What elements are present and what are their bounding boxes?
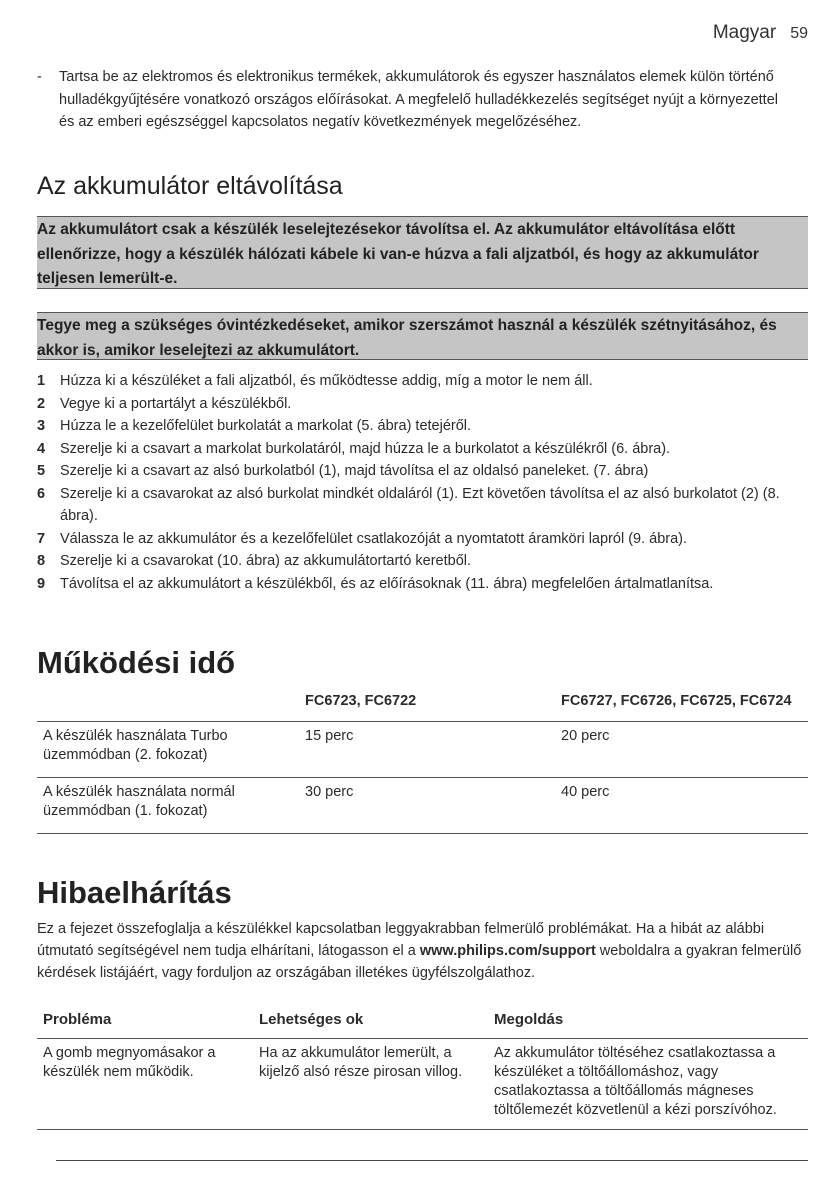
- runtime-value: 15 perc: [305, 727, 354, 744]
- page-number: 59: [790, 25, 808, 42]
- troubleshooting-intro: [37, 918, 808, 984]
- removal-steps-list: [37, 370, 808, 595]
- runtime-col-model-b: FC6727, FC6726, FC6725, FC6724: [561, 693, 792, 709]
- step-item: [37, 483, 808, 528]
- bullet-dash: -: [37, 69, 42, 85]
- step-number: 3: [37, 418, 46, 434]
- table-row: [37, 777, 808, 833]
- runtime-value: 20 perc: [561, 727, 610, 744]
- col-cause: Lehetséges ok: [259, 1011, 364, 1028]
- problem-cell: A gomb megnyomásakor a készülék nem működik.: [43, 1045, 216, 1080]
- step-item: [37, 460, 808, 483]
- step-number: 4: [37, 440, 46, 457]
- troubleshooting-header-row: [37, 1010, 808, 1039]
- runtime-value: 30 perc: [305, 783, 354, 800]
- cause-cell: Ha az akkumulátor lemerült, a kijelző alsó része pirosan villog.: [259, 1045, 463, 1080]
- warning-box-2: Tegye meg a szükséges óvintézkedéseket, amikor szerszámot használ a készülék szétnyitásához, és akkor is, amikor leselejtezi az akkumulátort.: [37, 312, 808, 360]
- runtime-table: [37, 692, 808, 834]
- col-problem: Probléma: [43, 1011, 112, 1028]
- page-header: [713, 22, 808, 44]
- step-number: 8: [37, 553, 46, 569]
- runtime-heading: Működési idő: [37, 645, 236, 680]
- troubleshooting-heading: Hibaelhárítás: [37, 875, 232, 910]
- disposal-bullet: [37, 66, 797, 134]
- step-number: 1: [37, 373, 46, 389]
- col-solution: Megoldás: [494, 1011, 564, 1028]
- runtime-mode-label: A készülék használata Turbo üzemmódban (2. fokozat): [43, 727, 228, 763]
- step-item: [37, 550, 808, 573]
- step-text: Szerelje ki a csavart a markolat burkolatáról, majd húzza le a burkolatot a készülékről (6. ábra).: [60, 440, 671, 457]
- step-text: Húzza ki a készüléket a fali aljzatból, és működtesse addig, míg a motor le nem áll.: [60, 373, 593, 389]
- disposal-text: Tartsa be az elektromos és elektronikus termékek, akkumulátorok és egyszer használatos elemek külön történő hulladékgyűjtésére vonatkozó országos előírásokat. A megfelelő hulladékkezelés segítséget nyújt a környezettel és az emberi egészséggel kapcsolatos negatív következmények megelőzéséhez.: [59, 69, 778, 130]
- runtime-header-row: [37, 692, 808, 721]
- step-item: [37, 415, 808, 438]
- runtime-col-model-a: FC6723, FC6722: [305, 693, 417, 709]
- step-number: 5: [37, 463, 46, 479]
- runtime-col-empty: [37, 692, 299, 721]
- table-row: [37, 1039, 808, 1130]
- table-row: [37, 721, 808, 777]
- warning-box-1: Az akkumulátort csak a készülék leselejtezésekor távolítsa el. Az akkumulátor eltávolítása előtt ellenőrizze, hogy a készülék hálózati kábele ki van-e húzva a fali aljzatból, és hogy az akkumulátor teljesen lemerült-e.: [37, 216, 808, 289]
- intro-text-after: weboldalra a gyakran felmerülő kérdések listájáért, vagy forduljon az országában illetékes ügyfélszolgálathoz.: [37, 943, 802, 981]
- step-number: 9: [37, 575, 46, 592]
- step-item: [37, 370, 808, 393]
- step-text: Vegye ki a portartályt a készülékből.: [60, 395, 292, 412]
- troubleshooting-table: [37, 1010, 808, 1130]
- step-number: 7: [37, 530, 46, 547]
- step-item: [37, 573, 808, 596]
- runtime-mode-label: A készülék használata normál üzemmódban (1. fokozat): [43, 783, 235, 819]
- intro-text-before: Ez a fejezet összefoglalja a készülékkel kapcsolatban leggyakrabban felmerülő problémákat. Ha a hibát az alábbi útmutató segítségével nem tudja elhárítani, látogasson el a: [37, 921, 765, 959]
- battery-removal-heading: Az akkumulátor eltávolítása: [37, 172, 343, 200]
- solution-cell: Az akkumulátor töltéséhez csatlakoztassa a készüléket a töltőállomáshoz, vagy csatlakoztassa a töltőállomás mágneses töltőlemezét közvetlenül a kézi porszívóhoz.: [494, 1045, 777, 1118]
- runtime-value: 40 perc: [561, 783, 610, 800]
- step-number: 6: [37, 485, 46, 502]
- step-item: [37, 528, 808, 551]
- step-text: Távolítsa el az akkumulátort a készülékből, és az előírásoknak (11. ábra) megfelelően ártalmatlanítsa.: [60, 575, 714, 592]
- footer-divider: [56, 1160, 808, 1161]
- support-link[interactable]: www.philips.com/support: [419, 943, 596, 959]
- header-language: Magyar: [712, 22, 777, 43]
- step-text: Válassza le az akkumulátor és a kezelőfelület csatlakozóját a nyomtatott áramköri lapról (9. ábra).: [60, 530, 688, 547]
- step-number: 2: [37, 395, 46, 412]
- step-item: [37, 438, 808, 461]
- step-text: Szerelje ki a csavarokat (10. ábra) az akkumulátortartó keretből.: [60, 553, 472, 569]
- step-text: Szerelje ki a csavart az alsó burkolatból (1), majd távolítsa el az oldalsó paneleket. (7. ábra): [60, 463, 649, 479]
- step-item: [37, 393, 808, 416]
- step-text: Húzza le a kezelőfelület burkolatát a markolat (5. ábra) tetejéről.: [60, 418, 472, 434]
- step-text: Szerelje ki a csavarokat az alsó burkolat mindkét oldaláról (1). Ezt követően távolítsa el az alsó burkolatot (2) (8. ábra).: [60, 485, 780, 524]
